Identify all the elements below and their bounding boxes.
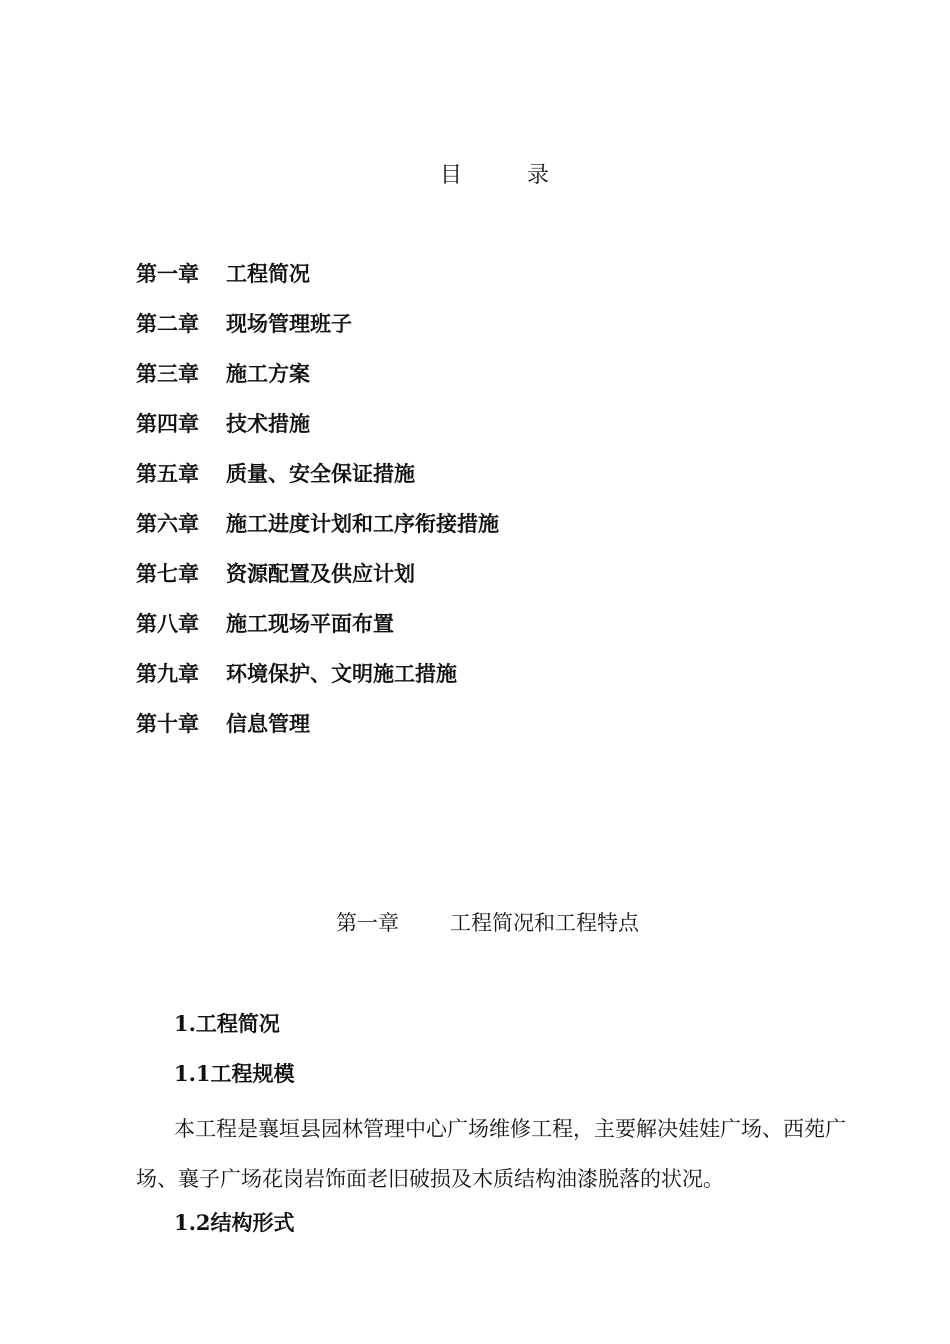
toc-item[interactable] <box>136 660 499 710</box>
toc-item-title: 资源配置及供应计划 <box>226 561 415 586</box>
chapter-heading <box>336 907 639 937</box>
section-heading-1-1: 1.1工程规模 <box>174 1061 295 1086</box>
toc-item-number: 第七章 <box>136 561 199 586</box>
section-heading-1: 1.工程简况 <box>174 1011 280 1036</box>
toc-item[interactable] <box>136 360 499 410</box>
toc-item-title: 质量、安全保证措施 <box>226 461 415 486</box>
toc-item[interactable] <box>136 310 499 360</box>
toc-item-number: 第四章 <box>136 411 199 436</box>
toc-item-number: 第一章 <box>136 261 199 286</box>
toc-list <box>136 260 499 760</box>
toc-item-title: 工程简况 <box>226 261 310 286</box>
toc-item-number: 第三章 <box>136 361 199 386</box>
toc-item[interactable] <box>136 260 499 310</box>
toc-item-title: 施工现场平面布置 <box>226 611 394 636</box>
toc-item-number: 第八章 <box>136 611 199 636</box>
toc-title-left: 目 <box>440 163 463 188</box>
toc-item-number: 第五章 <box>136 461 199 486</box>
toc-item-title: 信息管理 <box>226 711 310 736</box>
toc-item[interactable] <box>136 560 499 610</box>
toc-item-title: 环境保护、文明施工措施 <box>226 661 457 686</box>
toc-item[interactable] <box>136 460 499 510</box>
toc-item[interactable] <box>136 410 499 460</box>
toc-item-title: 施工进度计划和工序衔接措施 <box>226 511 499 536</box>
toc-item-number: 第九章 <box>136 661 199 686</box>
toc-item[interactable] <box>136 510 499 560</box>
toc-item-number: 第六章 <box>136 511 199 536</box>
toc-item-number: 第十章 <box>136 711 199 736</box>
toc-item-title: 现场管理班子 <box>226 311 352 336</box>
toc-item-title: 技术措施 <box>226 411 310 436</box>
toc-item-title: 施工方案 <box>226 361 310 386</box>
chapter-title: 工程简况和工程特点 <box>450 911 639 935</box>
toc-title-right: 录 <box>527 163 550 188</box>
toc-item-number: 第二章 <box>136 311 199 336</box>
chapter-number: 第一章 <box>336 911 399 935</box>
toc-item[interactable] <box>136 610 499 660</box>
body-paragraph: 本工程是襄垣县园林管理中心广场维修工程，主要解决娃娃广场、西苑广场、襄子广场花岗岩饰面老旧破损及木质结构油漆脱落的状况。 <box>136 1117 846 1191</box>
section-heading-1-2: 1.2结构形式 <box>174 1210 295 1235</box>
toc-item[interactable] <box>136 710 499 760</box>
